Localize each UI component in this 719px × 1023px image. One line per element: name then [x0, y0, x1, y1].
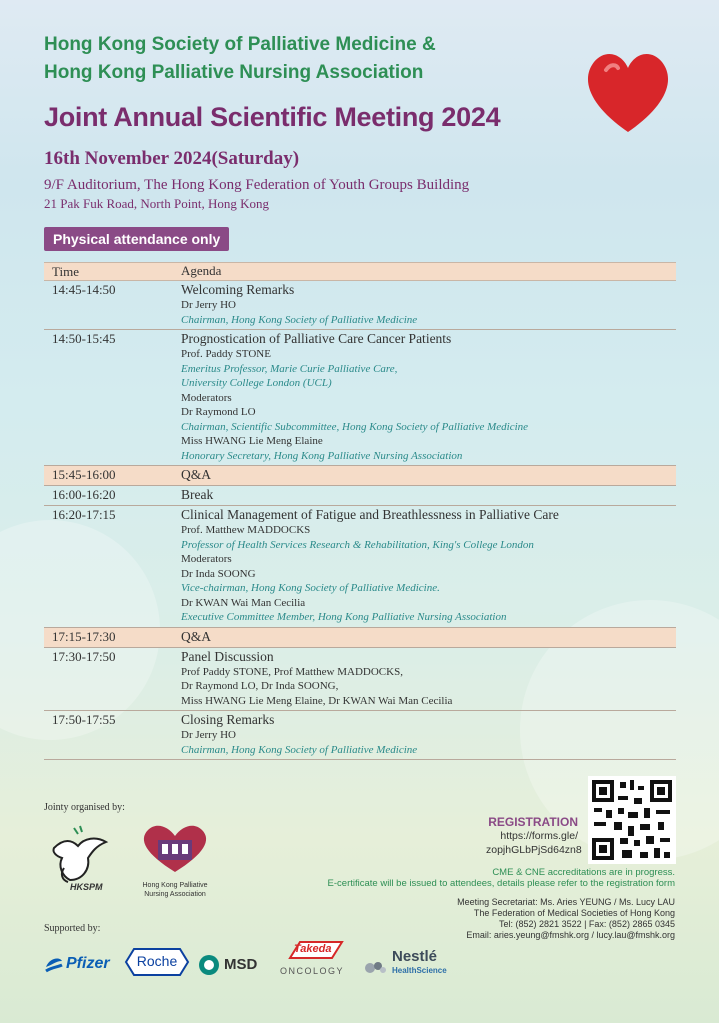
ecert-note: E-certificate will be issued to attendees, details please refer to the registration form: [327, 878, 675, 889]
speaker-name: Prof Paddy STONE, Prof Matthew MADDOCKS,: [181, 665, 403, 678]
agenda-column-header: Agenda: [181, 263, 222, 278]
heart-hands-image: [580, 40, 676, 140]
row-agenda: [181, 466, 676, 485]
hkpna-name-1: Hong Kong Palliative: [142, 882, 208, 889]
table-row: [44, 466, 676, 486]
row-agenda: [181, 711, 676, 759]
row-time: 17:15-17:30: [52, 628, 116, 644]
row-time: 17:50-17:55: [52, 712, 116, 727]
agenda-title: Panel Discussion: [181, 648, 274, 664]
row-agenda: [181, 486, 676, 505]
table-row: [44, 628, 676, 648]
page-title: Joint Annual Scientific Meeting 2024: [44, 102, 501, 132]
takeda-text: Takeda: [294, 943, 332, 955]
speaker-name: Prof. Matthew MADDOCKS: [181, 524, 311, 536]
speaker-affiliation: Vice-chairman, Hong Kong Society of Palliative Medicine.: [181, 582, 440, 594]
takeda-logo: [280, 940, 356, 980]
speaker-name: Dr Jerry HO: [181, 729, 236, 741]
agenda-title: Welcoming Remarks: [181, 282, 295, 297]
agenda-title: Q&A: [181, 628, 211, 644]
contact-line-4[interactable]: Email: aries.yeung@fmshk.org / lucy.lau@fmshk.org: [466, 930, 675, 940]
nestle-text: Nestlé: [392, 948, 438, 965]
organisers-label: Jointy organised by:: [44, 802, 125, 813]
table-row: [44, 281, 676, 330]
pfizer-icon: [44, 955, 64, 973]
agenda-title: Q&A: [181, 467, 211, 482]
nest-icon: [362, 956, 388, 976]
speaker-name: Dr Raymond LO, Dr Inda SOONG,: [181, 680, 339, 692]
table-row: [44, 506, 676, 628]
organiser-line-2: Hong Kong Palliative Nursing Association: [44, 62, 424, 83]
speaker-affiliation: Chairman, Hong Kong Society of Palliative Medicine: [181, 743, 418, 756]
speaker-name: Moderators: [181, 553, 232, 565]
cme-note: CME & CNE accreditations are in progress.: [492, 867, 675, 878]
venue-name: 9/F Auditorium, The Hong Kong Federation of Youth Groups Building: [44, 177, 470, 193]
speaker-name: Miss HWANG Lie Meng Elaine: [181, 435, 323, 447]
roche-text: Roche: [136, 953, 178, 969]
time-column-header: Time: [52, 264, 79, 279]
organiser-line-1: Hong Kong Society of Palliative Medicine &: [44, 34, 436, 55]
row-time: 14:50-15:45: [52, 331, 116, 346]
row-agenda: [181, 648, 676, 711]
speaker-name: Miss HWANG Lie Meng Elaine, Dr KWAN Wai Man Cecilia: [181, 694, 453, 707]
registration-block: [486, 815, 582, 857]
row-agenda: [181, 330, 676, 465]
hkpna-logo: [136, 822, 214, 902]
speaker-affiliation: Chairman, Hong Kong Society of Palliative Medicine: [181, 313, 418, 326]
row-time: 16:00-16:20: [52, 487, 116, 502]
msd-icon: [198, 954, 220, 976]
oncology-text: ONCOLOGY: [280, 966, 345, 976]
row-time: 17:30-17:50: [52, 648, 116, 664]
agenda-title: Clinical Management of Fatigue and Breathlessness in Palliative Care: [181, 507, 559, 522]
roche-logo: [124, 947, 190, 977]
hkpna-name-2: Nursing Association: [144, 891, 206, 898]
heart-house-icon: [136, 822, 214, 874]
table-row: [44, 486, 676, 506]
attendance-badge: Physical attendance only: [44, 227, 229, 251]
event-date: 16th November 2024(Saturday): [44, 148, 300, 169]
pfizer-text: Pfizer: [66, 955, 110, 972]
sponsors-label: Supported by:: [44, 923, 101, 934]
contact-line-2: The Federation of Medical Societies of Hong Kong: [473, 908, 675, 918]
health-science-text: HealthScience: [392, 966, 447, 975]
row-agenda: [181, 281, 676, 329]
speaker-name: Prof. Paddy STONE: [181, 348, 271, 360]
hkspm-logo-text: HKSPM: [70, 882, 103, 892]
speaker-name: Dr Raymond LO: [181, 406, 256, 418]
speaker-name: Dr KWAN Wai Man Cecilia: [181, 596, 306, 609]
row-time: 14:45-14:50: [52, 282, 116, 297]
row-time: 16:20-17:15: [52, 507, 116, 522]
table-row: [44, 330, 676, 466]
row-agenda: [181, 628, 676, 647]
table-row: [44, 711, 676, 760]
registration-title: REGISTRATION: [488, 815, 578, 829]
registration-url-2[interactable]: zopjhGLbPjSd64zn8: [486, 844, 582, 856]
msd-logo: [198, 952, 268, 978]
agenda-title: Closing Remarks: [181, 712, 275, 727]
accreditation-notes: [328, 867, 675, 889]
registration-url-1[interactable]: https://forms.gle/: [500, 830, 578, 842]
registration-qr-code[interactable]: [588, 776, 676, 864]
speaker-affiliation: Chairman, Scientific Subcommittee, Hong Kong Society of Palliative Medicine: [181, 420, 529, 433]
speaker-name: Dr Inda SOONG: [181, 567, 256, 580]
venue-address: 21 Pak Fuk Road, North Point, Hong Kong: [44, 196, 269, 211]
hkspm-logo: [44, 818, 114, 898]
speaker-affiliation: Honorary Secretary, Hong Kong Palliative Nursing Association: [181, 449, 463, 462]
row-agenda: [181, 506, 676, 627]
speaker-affiliation: University College London (UCL): [181, 377, 332, 389]
agenda-title: Prognostication of Palliative Care Cancer Patients: [181, 331, 452, 346]
nestle-logo: [362, 948, 452, 980]
row-time: 15:45-16:00: [52, 467, 116, 482]
contact-line-3: Tel: (852) 2821 3522 | Fax: (852) 2865 0345: [499, 919, 675, 929]
agenda-table: [44, 262, 676, 760]
speaker-affiliation: Professor of Health Services Research & Rehabilitation, King's College London: [181, 538, 534, 551]
pfizer-logo: [44, 950, 116, 978]
speaker-affiliation: Emeritus Professor, Marie Curie Palliative Care,: [181, 362, 398, 375]
msd-text: MSD: [224, 956, 258, 973]
speaker-name: Moderators: [181, 391, 232, 404]
table-row: [44, 648, 676, 712]
agenda-title: Break: [181, 487, 214, 502]
secretariat-contact: [457, 897, 675, 941]
contact-line-1: Meeting Secretariat: Ms. Aries YEUNG / Ms. Lucy LAU: [457, 897, 675, 907]
speaker-name: Dr Jerry HO: [181, 299, 236, 311]
speaker-affiliation: Executive Committee Member, Hong Kong Palliative Nursing Association: [181, 611, 507, 623]
agenda-table-header: [44, 263, 676, 281]
